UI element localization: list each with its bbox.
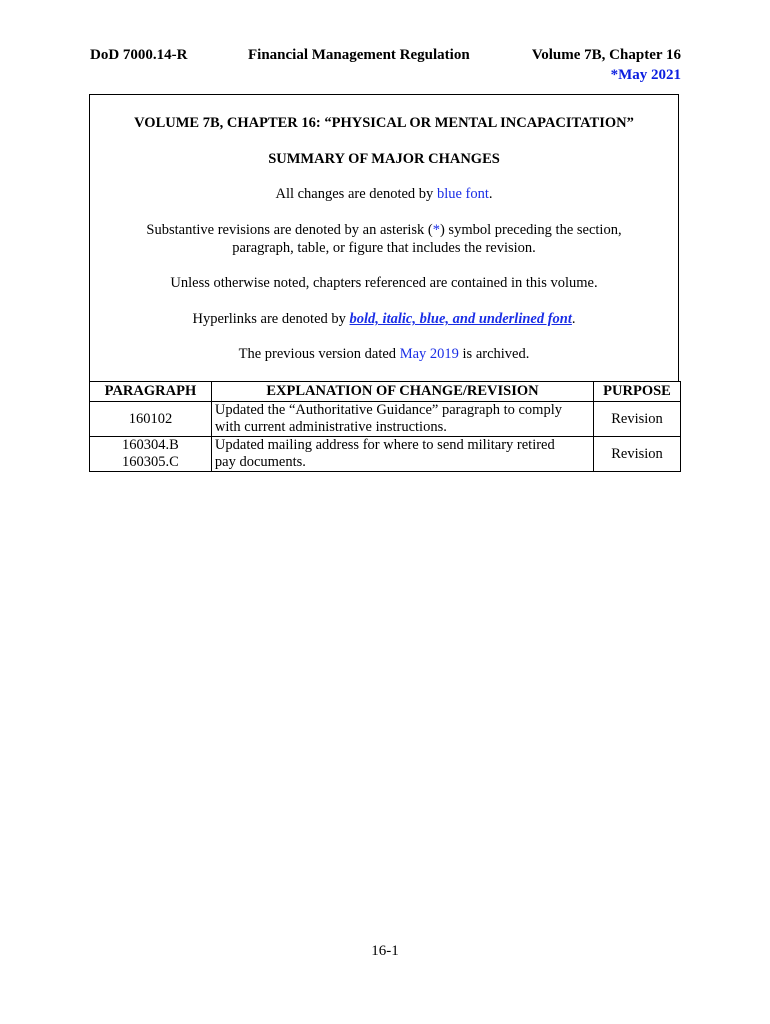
table-header-row [90,382,681,402]
summary-line-asterisk [90,221,678,239]
explanation-line: Updated the “Authoritative Guidance” paragraph to comply [214,402,562,418]
explanation-cell [211,402,593,437]
header-volume-chapter: Volume 7B, Chapter 16 [531,47,681,63]
summary-title: VOLUME 7B, CHAPTER 16: “PHYSICAL OR MENTAL INCAPACITATION” [134,115,634,131]
header-document-id: DoD 7000.14-R [90,47,188,63]
blue-text: blue font [436,186,489,202]
text: ) symbol preceding the section, [439,222,622,238]
page-number: 16-1 [371,943,399,959]
summary-line-chapters: Unless otherwise noted, chapters referenced are contained in this volume. [170,275,598,291]
text: is archived. [458,346,530,362]
explanation-line: Updated mailing address for where to send military retired [214,437,555,453]
text: All changes are denoted by [275,186,437,202]
paragraph-number: 160102 [128,410,173,427]
purpose-cell: Revision [594,402,681,437]
previous-version-date: May 2019 [399,346,459,362]
text: The previous version dated [238,346,400,362]
explanation-cell [211,437,593,472]
text: . [488,186,493,202]
purpose-cell: Revision [594,437,681,472]
summary-line-hyperlinks [90,310,678,328]
table-row [90,437,681,472]
paragraph-cell [90,402,212,437]
asterisk: * [432,222,440,238]
summary-box [89,94,679,382]
paragraph-number: 160305.C [122,454,179,470]
changes-table [89,381,681,472]
header-date: *May 2021 [610,67,681,83]
text: . [571,311,576,327]
header-title: Financial Management Regulation [248,47,470,63]
paragraph-cell [90,437,212,472]
paragraph-number: 160304.B [122,437,179,453]
explanation-line: pay documents. [214,454,306,470]
text: Substantive revisions are denoted by an asterisk ( [146,222,433,238]
table-row [90,402,681,437]
summary-subtitle: SUMMARY OF MAJOR CHANGES [268,151,500,167]
summary-line-previous-version [90,345,678,363]
column-header-explanation: EXPLANATION OF CHANGE/REVISION [211,382,593,402]
summary-line-blue-font [90,185,678,203]
explanation-line: with current administrative instructions. [214,419,447,435]
summary-line-asterisk-cont: paragraph, table, or figure that includes the revision. [232,240,536,256]
hyperlink-example[interactable]: bold, italic, blue, and underlined font [349,311,572,327]
text: Hyperlinks are denoted by [192,311,350,327]
column-header-purpose: PURPOSE [594,382,681,402]
column-header-paragraph: PARAGRAPH [90,382,212,402]
